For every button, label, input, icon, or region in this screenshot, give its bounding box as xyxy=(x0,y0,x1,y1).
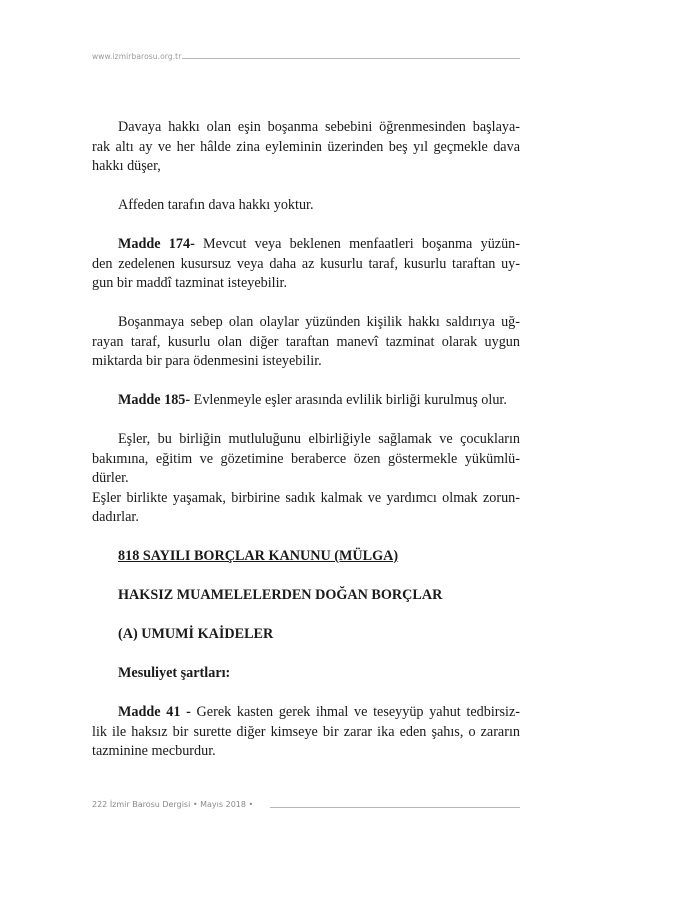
text-line: bakımına, eğitim ve gözetimine beraberce özen göstermekle yükümlü- xyxy=(92,450,520,467)
header-rule xyxy=(182,58,520,59)
text-line: hakkı düşer, xyxy=(92,158,161,174)
paragraph-6 xyxy=(92,430,520,489)
footer-rule xyxy=(270,807,520,808)
section-heading-general-rules: (A) UMUMİ KAİDELER xyxy=(118,626,274,642)
text-line: tazminine mecburdur. xyxy=(92,743,216,759)
text-line: den zedelenen kusursuz veya daha az kusurlu taraf, kusurlu taraftan uy- xyxy=(92,255,520,272)
text-line: Eşler, bu birliğin mutluluğunu elbirliğiyle sağlamak ve çocukların xyxy=(118,431,520,447)
paragraph-7 xyxy=(92,489,520,528)
page-header xyxy=(92,52,520,66)
paragraph-madde-41 xyxy=(92,703,520,762)
footer-text: 222 İzmir Barosu Dergisi • Mayıs 2018 • xyxy=(92,800,254,809)
text-line: Davaya hakkı olan eşin boşanma sebebini öğrenmesinden başlaya- xyxy=(118,119,520,135)
article-label: Madde 41 - xyxy=(118,704,191,720)
paragraph-1 xyxy=(92,118,520,177)
paragraph-madde-174 xyxy=(92,235,520,294)
section-heading-liability: Mesuliyet şartları: xyxy=(118,665,231,681)
page-footer xyxy=(92,800,520,814)
text-line: rak altı ay ve her hâlde zina eyleminin üzerinden beş yıl geçmekle dava xyxy=(92,138,520,155)
text-line: Madde 174- Mevcut veya beklenen menfaatleri boşanma yüzün- xyxy=(118,236,520,252)
paragraph-2: Affeden tarafın dava hakkı yoktur. xyxy=(118,197,314,213)
page-body xyxy=(92,118,520,781)
text-line: Boşanmaya sebep olan olaylar yüzünden kişilik hakkı saldırıya uğ- xyxy=(118,314,520,330)
text-line: rayan taraf, kusurlu olan diğer taraftan manevî tazminat olarak uygun xyxy=(92,333,520,350)
paragraph-4 xyxy=(92,313,520,372)
paragraph-madde-185: Madde 185- Evlenmeyle eşler arasında evlilik birliği kurulmuş olur. xyxy=(118,392,507,408)
section-heading-law: 818 SAYILI BORÇLAR KANUNU (MÜLGA) xyxy=(118,548,399,564)
article-label: Madde 174- xyxy=(118,236,195,252)
article-label: Madde 185- xyxy=(118,392,191,408)
text-line: gun bir maddî tazminat isteyebilir. xyxy=(92,275,288,291)
section-heading-obligations: HAKSIZ MUAMELELERDEN DOĞAN BORÇLAR xyxy=(118,587,443,603)
text-line: miktarda bir para ödenmesini isteyebilir. xyxy=(92,353,322,369)
text-line: Eşler birlikte yaşamak, birbirine sadık kalmak ve yardımcı olmak zorun- xyxy=(92,489,520,506)
text-line: dürler. xyxy=(92,470,129,486)
text-line: dadırlar. xyxy=(92,509,139,525)
header-url: www.izmirbarosu.org.tr xyxy=(92,52,182,61)
text-line: lik ile haksız bir surette diğer kimseye bir zarar ika eden şahıs, o zararın xyxy=(92,723,520,740)
text-line: Madde 41 - Gerek kasten gerek ihmal ve teseyyüp yahut tedbirsiz- xyxy=(118,704,520,720)
